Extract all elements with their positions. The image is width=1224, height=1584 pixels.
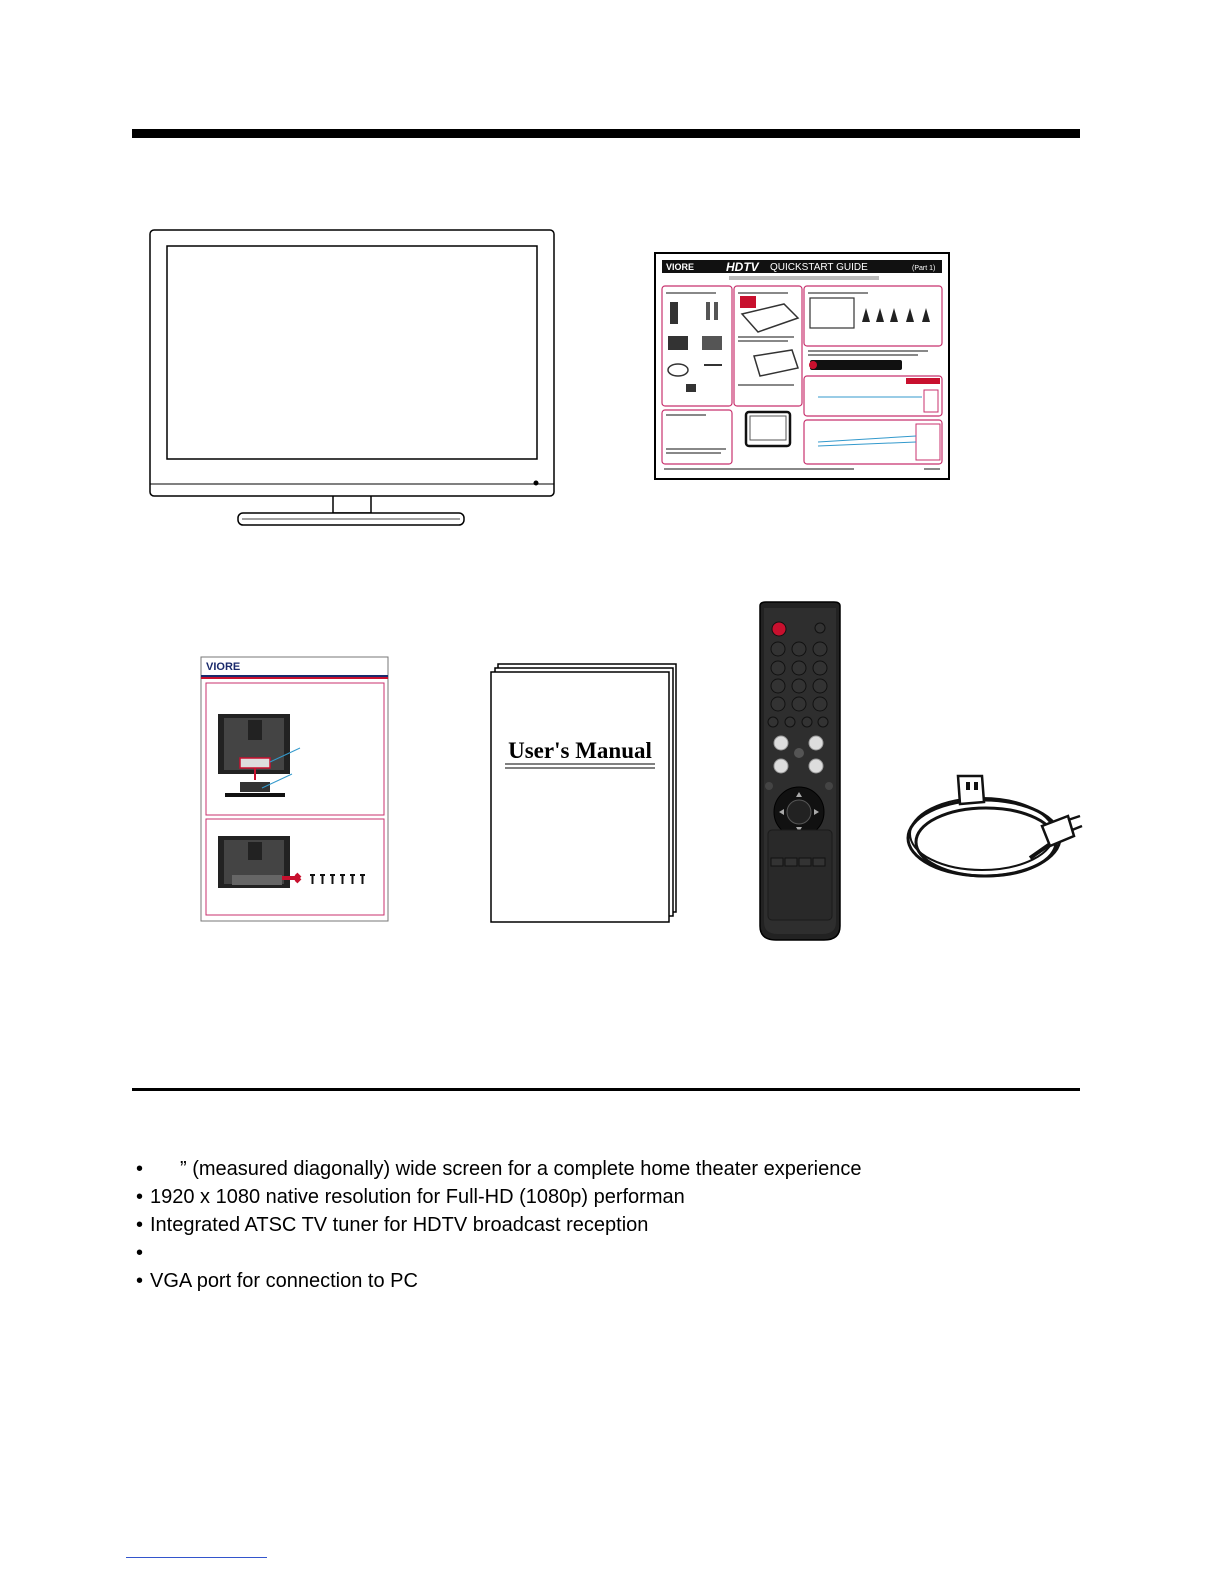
feature-text: Integrated ATSC TV tuner for HDTV broadcast reception <box>150 1214 649 1236</box>
bullet: • <box>136 1214 144 1236</box>
header-rule <box>132 129 1080 138</box>
stand-sheet-brand: VIORE <box>206 661 241 673</box>
quickstart-brand: VIORE <box>666 262 695 272</box>
feature-text: ” (measured diagonally) wide screen for a complete home theater experience <box>180 1158 862 1180</box>
stand-installation-sheet <box>200 656 390 923</box>
users-manual-illustration <box>488 662 680 926</box>
feature-item <box>136 1155 1076 1183</box>
quickstart-part: (Part 1) <box>912 265 936 272</box>
feature-item <box>136 1267 1076 1295</box>
feature-item <box>136 1183 1076 1211</box>
manual-title: User's Manual <box>508 738 652 763</box>
section-divider <box>132 1088 1080 1091</box>
quickstart-title: QUICKSTART GUIDE <box>770 262 868 273</box>
feature-item <box>136 1211 1076 1239</box>
quickstart-guide-illustration <box>654 252 950 480</box>
tv-illustration <box>138 222 563 534</box>
bullet: • <box>136 1158 144 1180</box>
bullet: • <box>136 1242 144 1264</box>
power-cord-illustration <box>900 768 1084 894</box>
footer-link-line <box>126 1557 267 1558</box>
feature-item <box>136 1239 1076 1267</box>
feature-text: 1920 x 1080 native resolution for Full-HD (1080p) performan <box>150 1186 685 1208</box>
features-list <box>136 1155 1076 1295</box>
feature-text: VGA port for connection to PC <box>150 1270 418 1292</box>
bullet: • <box>136 1186 144 1208</box>
quickstart-badge: HDTV <box>726 260 759 274</box>
remote-control-illustration <box>754 600 846 944</box>
bullet: • <box>136 1270 144 1292</box>
